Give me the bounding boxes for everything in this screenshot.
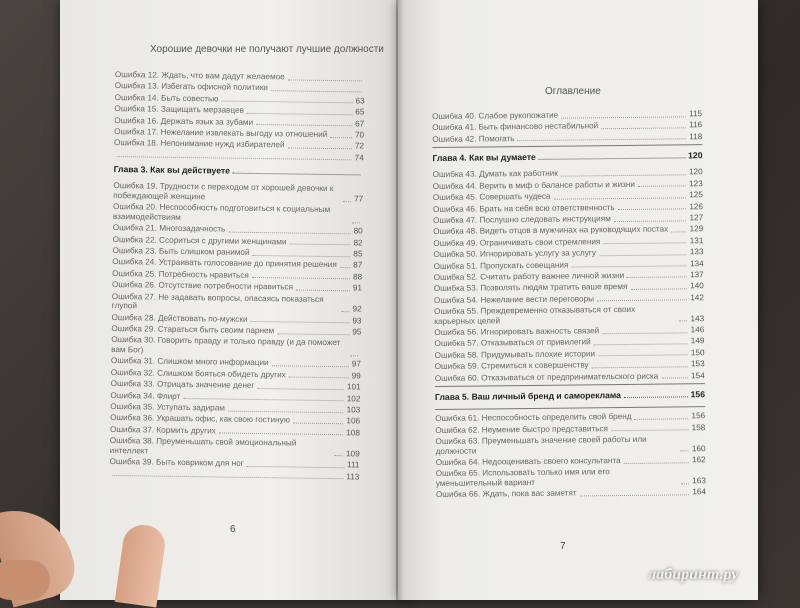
toc-page-number: 142 bbox=[690, 292, 705, 302]
toc-entry-title: Ошибка 34. Флирт bbox=[110, 390, 181, 401]
toc-entry bbox=[434, 259, 704, 271]
toc-entry bbox=[433, 190, 703, 202]
toc-page-number: 134 bbox=[689, 258, 704, 268]
toc-entry bbox=[436, 467, 706, 489]
toc-page-number: 137 bbox=[689, 270, 704, 280]
chapter-page-number: 156 bbox=[690, 389, 706, 400]
toc-entry bbox=[113, 181, 363, 204]
toc-entry bbox=[432, 132, 702, 144]
toc-page-number: 95 bbox=[352, 327, 362, 337]
chapter-rule bbox=[435, 383, 705, 387]
toc-page-number: 91 bbox=[352, 283, 363, 293]
toc-entry-title: Ошибка 44. Верить в миф о балансе работы и жизни bbox=[432, 179, 636, 191]
toc-page-number: 99 bbox=[351, 371, 361, 381]
toc-entry-title: Ошибка 60. Отказываться от предпринимательского риска bbox=[434, 371, 659, 383]
toc-entry-title: Ошибка 27. Не задавать вопросы, опасаясь показаться глупой bbox=[111, 291, 324, 311]
toc-page-number: 120 bbox=[688, 167, 703, 177]
toc-page-number: 77 bbox=[354, 194, 364, 204]
toc-entry-title: Ошибка 43. Думать как работник bbox=[432, 169, 558, 180]
toc-entry-title: Ошибка 63. Преуменьшать значение своей работы или должности bbox=[435, 434, 647, 456]
toc-entry bbox=[433, 202, 703, 214]
toc-entry bbox=[433, 236, 703, 248]
toc-entry-title: Ошибка 65. Использовать только имя или его уменьшительный вариант bbox=[435, 467, 610, 488]
toc-entry-title: Ошибка 64. Недооценивать своего консультанта bbox=[435, 456, 621, 467]
toc-entry-title: Ошибка 37. Кормить других bbox=[109, 424, 216, 436]
toc-page-number: 160 bbox=[691, 443, 706, 453]
toc-entry bbox=[112, 292, 362, 315]
toc-entry bbox=[435, 423, 705, 435]
left-running-head: Хорошие девочки не получают лучшие должности bbox=[150, 44, 384, 55]
toc-entry bbox=[434, 325, 704, 337]
toc-entry-title: Ошибка 18. Непонимание нужд избирателей bbox=[113, 138, 285, 150]
toc-entry-title: Ошибка 48. Видеть отцов в мужчинах на руководящих постах bbox=[433, 224, 669, 237]
toc-entry-title: Ошибка 30. Говорить правду и только правду (и да поможет вам Бог) bbox=[111, 335, 341, 355]
toc-page-number: 162 bbox=[691, 455, 706, 465]
toc-entry bbox=[113, 202, 363, 225]
toc-page-number: 153 bbox=[690, 359, 705, 369]
toc-page-number: 70 bbox=[354, 130, 365, 140]
toc-entry bbox=[432, 109, 702, 121]
left-toc bbox=[109, 70, 365, 483]
toc-entry-title: Ошибка 26. Отсутствие потребности нравиться bbox=[111, 280, 294, 292]
toc-page-number: 133 bbox=[689, 247, 704, 257]
toc-entry-title: Ошибка 66. Ждать, пока вас заметят bbox=[435, 488, 577, 500]
toc-entry-title: Ошибка 54. Нежелание вести переговоры bbox=[433, 293, 595, 305]
toc-entry-title: Ошибка 24. Устраивать голосование до принятия решения bbox=[112, 257, 337, 270]
toc-page-number: 154 bbox=[691, 370, 705, 380]
toc-entry-title: Ошибка 52. Считать работу важнее личной жизни bbox=[433, 270, 625, 282]
toc-entry bbox=[435, 348, 705, 360]
toc-entry bbox=[432, 121, 702, 133]
watermark-logo: лабиринт.ру bbox=[648, 566, 739, 583]
toc-entry-title: Ошибка 53. Позволять людям тратить ваше время bbox=[433, 282, 628, 294]
toc-entry bbox=[110, 436, 360, 459]
toc-entry-title: Ошибка 36. Украшать офис, как свою гостиную bbox=[110, 413, 290, 425]
toc-page-number: 97 bbox=[351, 359, 361, 369]
toc-page-number: 65 bbox=[355, 107, 365, 117]
toc-entry bbox=[433, 224, 703, 236]
chapter-heading-3 bbox=[114, 164, 364, 179]
toc-page-number: 103 bbox=[346, 405, 361, 415]
toc-entry bbox=[435, 371, 705, 383]
toc-page-number: 116 bbox=[689, 120, 703, 130]
toc-page-number: 93 bbox=[352, 315, 362, 326]
toc-entry-title: Ошибка 15. Защищать мерзавцев bbox=[114, 104, 244, 115]
chapter-rule bbox=[432, 145, 702, 149]
toc-page-number: 126 bbox=[689, 201, 704, 211]
right-running-head: Оглавление bbox=[545, 86, 601, 97]
toc-entry bbox=[436, 487, 706, 499]
toc-entry-title: Ошибка 38. Преуменьшать свой эмоциональный интеллект bbox=[109, 436, 297, 456]
toc-entry-title: Ошибка 12. Ждать, что вам дадут желаемое bbox=[114, 70, 285, 82]
toc-page-number: 72 bbox=[354, 141, 365, 151]
hand bbox=[0, 560, 50, 600]
toc-entry-title: Ошибка 42. Помогать bbox=[432, 133, 515, 144]
toc-page-number: 140 bbox=[690, 281, 704, 291]
toc-entry-title: Ошибка 31. Слишком много информации bbox=[110, 356, 269, 368]
toc-page-number: 80 bbox=[353, 226, 363, 236]
toc-entry bbox=[435, 359, 705, 371]
chapter-heading-4 bbox=[432, 151, 702, 166]
toc-entry bbox=[434, 281, 704, 293]
toc-page-number: 85 bbox=[353, 249, 363, 259]
chapter-heading-5 bbox=[435, 389, 705, 404]
toc-page-number: 149 bbox=[690, 336, 705, 346]
toc-entry-title: Ошибка 59. Стремиться к совершенству bbox=[434, 360, 589, 372]
toc-page-number: 106 bbox=[346, 416, 361, 426]
book-spine-shadow bbox=[396, 0, 404, 600]
toc-entry bbox=[435, 411, 705, 423]
toc-entry bbox=[434, 337, 704, 349]
toc-page-number: 109 bbox=[345, 448, 360, 459]
toc-entry-title: Ошибка 55. Преждевременно отказываться от своих карьерных целей bbox=[434, 304, 636, 326]
toc-entry bbox=[434, 293, 704, 305]
toc-page-number: 63 bbox=[355, 96, 365, 106]
left-page-number: 6 bbox=[230, 524, 236, 535]
toc-entry-title: Ошибка 57. Отказываться от привилегий bbox=[434, 337, 591, 349]
toc-page-number: 146 bbox=[690, 325, 705, 335]
toc-entry-title: Ошибка 29. Стараться быть своим парнем bbox=[111, 323, 275, 336]
chapter-title: Глава 4. Как вы думаете bbox=[432, 152, 536, 164]
toc-entry-title: Ошибка 17. Нежелание извлекать выгоду из отношений bbox=[114, 126, 328, 139]
toc-page-number: 113 bbox=[346, 471, 360, 481]
toc-entry bbox=[111, 335, 361, 358]
chapter-rule bbox=[435, 406, 705, 410]
toc-entry-title: Ошибка 25. Потребность нравиться bbox=[112, 268, 249, 280]
toc-entry bbox=[434, 304, 704, 326]
toc-entry bbox=[114, 150, 364, 163]
toc-page-number: 74 bbox=[354, 153, 364, 163]
toc-page-number: 158 bbox=[691, 422, 706, 432]
toc-page-number: 87 bbox=[353, 260, 363, 270]
toc-entry-title: Ошибка 22. Ссориться с другими женщинами bbox=[112, 234, 287, 247]
toc-entry bbox=[433, 247, 703, 259]
toc-entry-title: Ошибка 13. Избегать офисной политики bbox=[114, 81, 268, 93]
chapter-title: Глава 3. Как вы действуете bbox=[113, 164, 230, 176]
toc-entry-title: Ошибка 33. Отрицать значение денег bbox=[110, 379, 255, 391]
toc-entry-title: Ошибка 39. Быть ковриком для ног bbox=[109, 457, 244, 468]
toc-entry bbox=[436, 455, 706, 467]
toc-entry-title: Ошибка 41. Быть финансово нестабильной bbox=[432, 121, 599, 133]
chapter-page-number: 120 bbox=[688, 150, 703, 161]
chapter-title: Глава 5. Ваш личный бренд и самореклама bbox=[434, 390, 621, 403]
toc-page-number: 150 bbox=[690, 347, 705, 358]
toc-entry-title: Ошибка 45. Совершать чудеса bbox=[432, 191, 551, 203]
toc-entry-title: Ошибка 23. Быть слишком ранимой bbox=[112, 246, 250, 257]
toc-entry-title: Ошибка 62. Неумение быстро представиться bbox=[435, 423, 609, 435]
toc-entry-title: Ошибка 19. Трудности с переходом от хорошей девочки к побеждающей женщине bbox=[113, 181, 334, 202]
toc-page-number: 102 bbox=[346, 393, 361, 404]
toc-page-number: 156 bbox=[691, 411, 706, 421]
toc-entry bbox=[433, 168, 703, 180]
toc-page-number: 88 bbox=[352, 272, 363, 282]
toc-entry bbox=[433, 213, 703, 225]
toc-entry-title: Ошибка 51. Пропускать совещания bbox=[433, 260, 569, 271]
toc-page-number: 143 bbox=[690, 313, 705, 323]
toc-page-number: 123 bbox=[689, 178, 703, 189]
toc-page-number: 67 bbox=[355, 118, 365, 129]
toc-page-number: 129 bbox=[689, 224, 704, 234]
toc-entry-title: Ошибка 47. Послушно следовать инструкциям bbox=[433, 214, 611, 225]
toc-entry-title: Ошибка 35. Уступать задирам bbox=[110, 401, 225, 413]
toc-entry-title: Ошибка 40. Слабое рукопожатие bbox=[432, 110, 559, 121]
toc-page-number: 101 bbox=[346, 382, 361, 392]
toc-entry-title: Ошибка 14. Быть совестью bbox=[114, 92, 219, 104]
toc-page-number: 125 bbox=[689, 190, 703, 200]
toc-entry-title: Ошибка 46. Брать на себя всю ответственность bbox=[432, 202, 615, 214]
toc-entry bbox=[109, 468, 359, 481]
toc-entry-title: Ошибка 49. Ограничивать свои стремления bbox=[433, 236, 601, 248]
toc-page-number: 131 bbox=[689, 235, 704, 246]
toc-entry bbox=[433, 179, 703, 191]
toc-page-number: 108 bbox=[346, 427, 361, 438]
toc-entry-title: Ошибка 56. Игнорировать важность связей bbox=[434, 326, 600, 338]
toc-entry-title: Ошибка 28. Действовать по-мужски bbox=[111, 312, 248, 324]
right-toc bbox=[432, 109, 706, 502]
toc-page-number: 82 bbox=[353, 238, 363, 248]
toc-page-number: 115 bbox=[688, 109, 703, 119]
right-page-number: 7 bbox=[560, 541, 566, 552]
toc-page-number: 164 bbox=[692, 487, 707, 497]
toc-entry-title: Ошибка 50. Игнорировать услугу за услугу bbox=[433, 248, 597, 260]
toc-page-number: 163 bbox=[692, 476, 706, 486]
toc-page-number: 118 bbox=[689, 131, 703, 142]
toc-entry-title: Ошибка 58. Придумывать плохие истории bbox=[434, 349, 596, 360]
toc-entry-title: Ошибка 32. Слишком бояться обидеть других bbox=[110, 367, 286, 380]
toc-entry-title: Ошибка 61. Неспособность определить свой бренд bbox=[435, 412, 632, 424]
toc-entry bbox=[434, 270, 704, 282]
toc-entry bbox=[435, 434, 705, 456]
toc-page-number: 111 bbox=[346, 460, 360, 470]
toc-entry-title: Ошибка 21. Многозадачность bbox=[112, 223, 226, 234]
toc-page-number: 127 bbox=[689, 213, 704, 223]
toc-entry-title: Ошибка 16. Держать язык за зубами bbox=[114, 115, 254, 127]
toc-entry-title: Ошибка 20. Неспособность подготовиться к социальным взаимодействиям bbox=[112, 202, 331, 222]
toc-page-number: 92 bbox=[352, 304, 362, 314]
